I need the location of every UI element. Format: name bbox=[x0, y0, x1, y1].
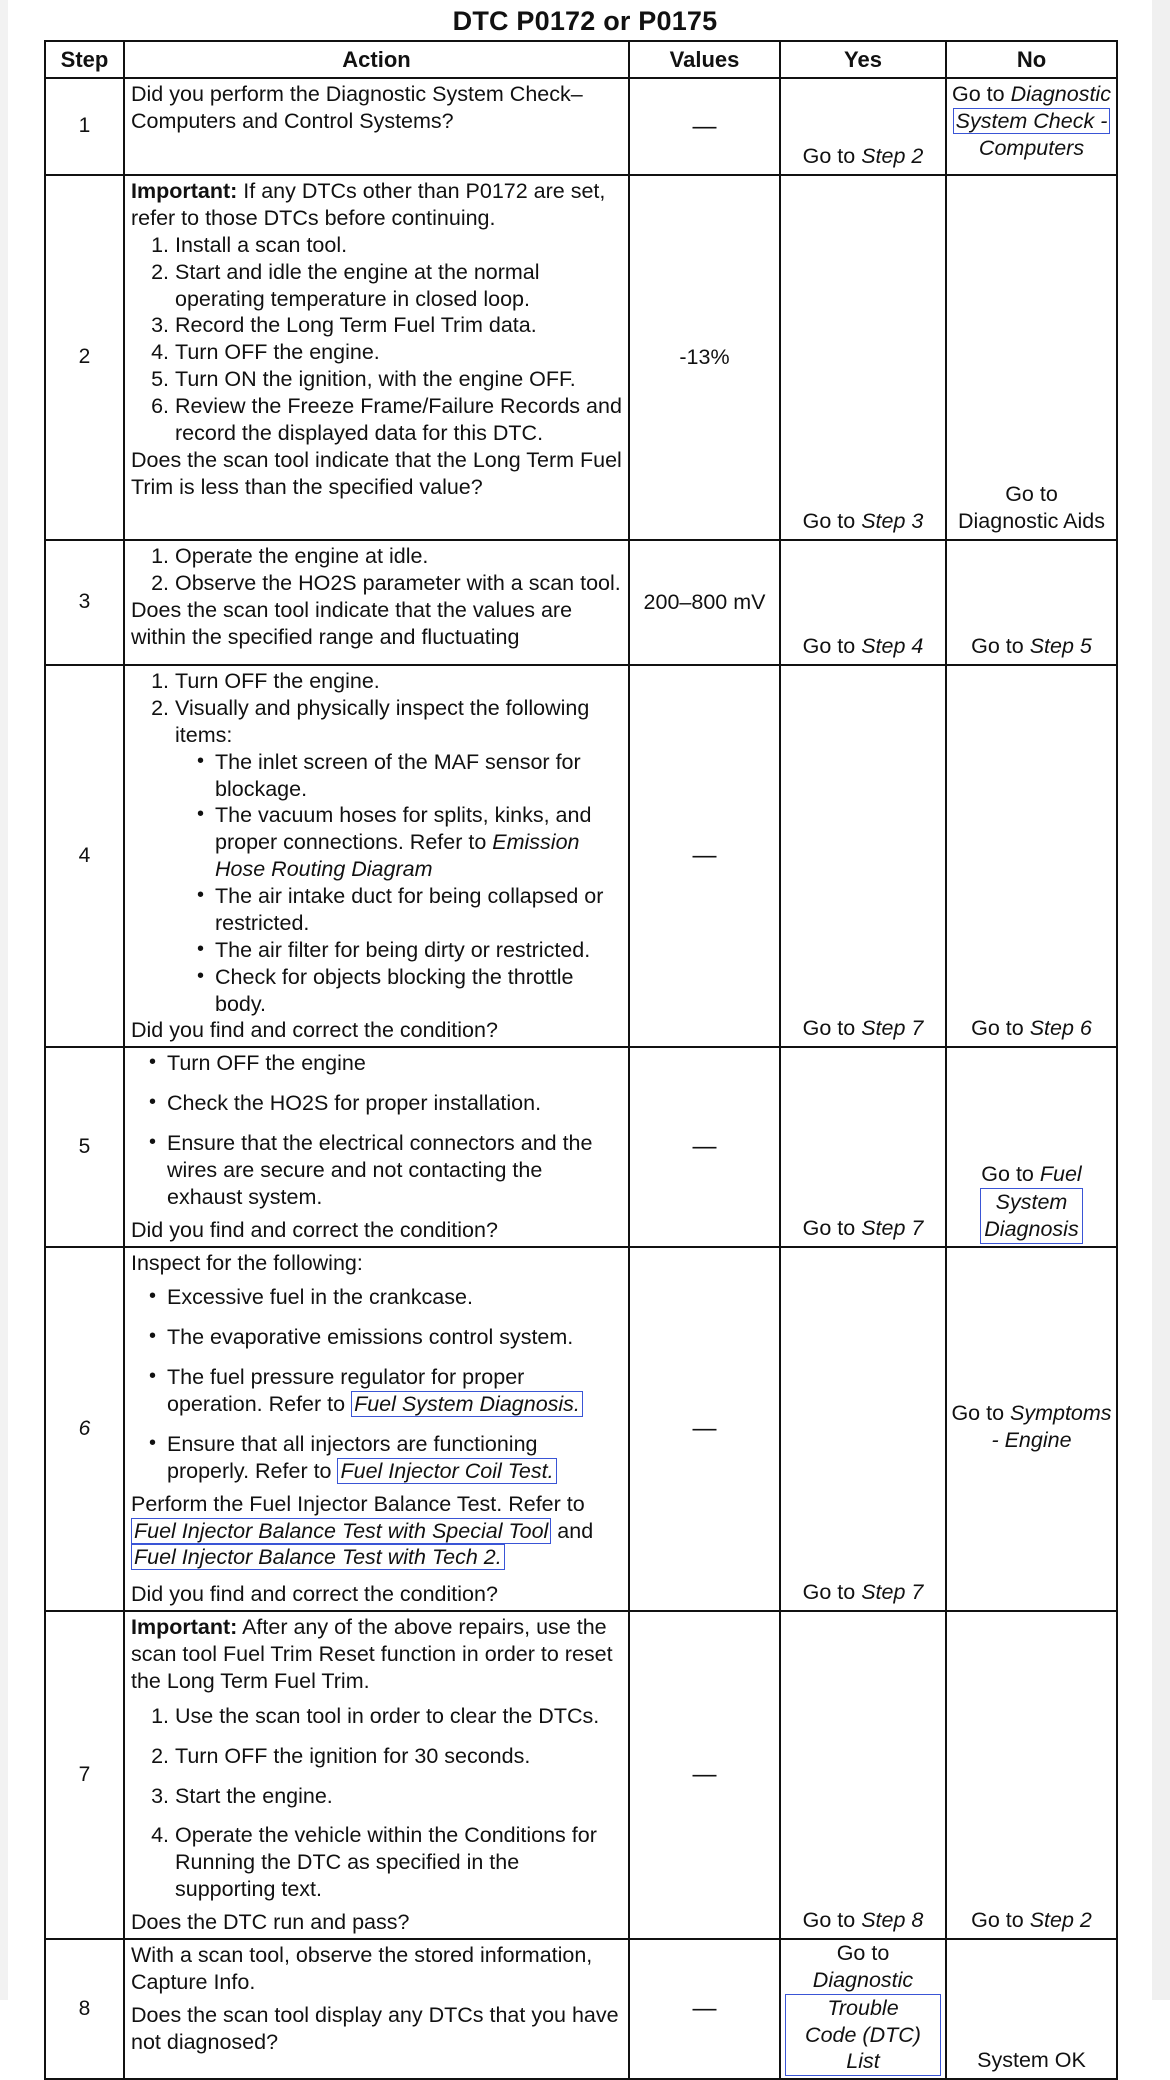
header-step: Step bbox=[45, 41, 124, 78]
value-cell: — bbox=[629, 1611, 780, 1939]
step-number: 8 bbox=[45, 1939, 124, 2079]
action-question: Does the DTC run and pass? bbox=[131, 1910, 410, 1934]
table-row-step-5 bbox=[45, 1047, 1117, 1246]
yes-cell[interactable] bbox=[780, 540, 946, 665]
yes-link-box[interactable] bbox=[785, 1994, 941, 2077]
table-row-step-6 bbox=[45, 1247, 1117, 1612]
header-values: Values bbox=[629, 41, 780, 78]
list-item: 4. Operate the vehicle within the Conditions for Running the DTC as specified in the supporting text. bbox=[175, 1822, 622, 1903]
no-link[interactable]: Diagnostic Aids bbox=[958, 509, 1105, 534]
bullet-text: The fuel pressure regulator for proper operation. Refer to bbox=[167, 1365, 525, 1416]
step-number: 7 bbox=[45, 1611, 124, 1939]
inspection-bullets bbox=[175, 749, 622, 1018]
bullet-text: The vacuum hoses for splits, kinks, and proper connections. Refer to bbox=[215, 803, 592, 855]
no-cell[interactable] bbox=[946, 540, 1117, 665]
action-text: With a scan tool, observe the stored information, Capture Info. bbox=[131, 1942, 593, 1994]
no-cell[interactable] bbox=[946, 1047, 1117, 1246]
list-item: 2. Observe the HO2S parameter with a scan tool. bbox=[175, 570, 622, 597]
no-cell[interactable] bbox=[946, 1611, 1117, 1939]
no-prefix: Go to bbox=[971, 634, 1030, 659]
step-number: 3 bbox=[45, 540, 124, 665]
table-row-step-8 bbox=[45, 1939, 1117, 2079]
yes-link[interactable]: Step 8 bbox=[861, 1908, 924, 1932]
bullet-item bbox=[167, 1431, 622, 1485]
step-number: 2 bbox=[45, 175, 124, 540]
action-question: Did you find and correct the condition? bbox=[131, 1018, 498, 1043]
procedure-list bbox=[131, 232, 622, 447]
value-cell: — bbox=[629, 1047, 780, 1246]
list-item: 3. Start the engine. bbox=[175, 1783, 622, 1810]
no-prefix: Go to bbox=[971, 1016, 1030, 1041]
para-text: Perform the Fuel Injector Balance Test. Refer to bbox=[131, 1491, 585, 1516]
yes-cell[interactable] bbox=[780, 1247, 946, 1612]
list-item bbox=[175, 695, 622, 1018]
list-item: 1. Install a scan tool. bbox=[175, 232, 622, 259]
important-note bbox=[131, 178, 622, 232]
no-link[interactable]: Diagnostic bbox=[1010, 82, 1111, 106]
no-link-line2[interactable]: System bbox=[995, 1189, 1068, 1214]
list-item: 1. Operate the engine at idle. bbox=[175, 543, 622, 570]
no-cell[interactable] bbox=[946, 665, 1117, 1047]
bullet-item bbox=[215, 802, 622, 883]
no-prefix: Go to bbox=[952, 82, 1011, 106]
list-item: 1. Turn OFF the engine. bbox=[175, 668, 622, 695]
no-prefix: Go to bbox=[981, 1161, 1040, 1186]
yes-link[interactable]: Step 4 bbox=[861, 634, 924, 659]
step-number: 5 bbox=[45, 1047, 124, 1246]
bullet-item: • Turn OFF the engine bbox=[167, 1050, 622, 1077]
no-cell: System OK bbox=[946, 1939, 1117, 2079]
step-number: 1 bbox=[45, 78, 124, 175]
action-question: Does the scan tool indicate that the values are within the specified range and fluctuating bbox=[131, 597, 573, 649]
yes-prefix: Go to bbox=[802, 509, 862, 534]
action-cell bbox=[124, 540, 629, 665]
bullet-link[interactable]: Emission Hose Routing Diagram bbox=[215, 830, 580, 882]
no-cell[interactable] bbox=[946, 78, 1117, 175]
list-item: 2. Turn OFF the ignition for 30 seconds. bbox=[175, 1743, 622, 1770]
right-scroll-edge bbox=[1152, 0, 1170, 2000]
procedure-list bbox=[131, 1703, 622, 1903]
bullet-item bbox=[167, 1364, 622, 1418]
left-edge bbox=[0, 0, 8, 2000]
yes-prefix: Go to bbox=[802, 634, 862, 659]
list-item: 2. Start and idle the engine at the normal operating temperature in closed loop. bbox=[175, 259, 622, 313]
bullet-item: • The air intake duct for being collapsed or restricted. bbox=[215, 883, 622, 937]
yes-cell[interactable] bbox=[780, 175, 946, 540]
action-question: Did you find and correct the condition? bbox=[131, 1582, 498, 1607]
yes-cell[interactable] bbox=[780, 1611, 946, 1939]
list-item: 6. Review the Freeze Frame/Failure Records and record the displayed data for this DTC. bbox=[175, 393, 622, 447]
no-link-line2[interactable]: - Engine bbox=[991, 1427, 1072, 1452]
check-bullets bbox=[131, 1050, 622, 1210]
no-link[interactable]: Symptoms bbox=[1010, 1400, 1112, 1425]
header-row bbox=[45, 41, 1117, 78]
yes-link[interactable]: Step 7 bbox=[861, 1016, 924, 1041]
yes-prefix: Go to bbox=[802, 1016, 862, 1041]
value-cell: — bbox=[629, 78, 780, 175]
yes-link-line2[interactable]: Trouble bbox=[827, 1995, 899, 2020]
yes-prefix: Go to bbox=[802, 144, 862, 169]
no-link-line3[interactable]: Computers bbox=[978, 135, 1085, 160]
value-cell: -13% bbox=[629, 175, 780, 540]
list-item: 4. Turn OFF the engine. bbox=[175, 339, 622, 366]
yes-cell[interactable] bbox=[780, 1047, 946, 1246]
balance-test-paragraph bbox=[131, 1491, 622, 1572]
inspect-intro: Inspect for the following: bbox=[131, 1250, 363, 1275]
yes-link-line3[interactable]: Code (DTC) List bbox=[805, 2022, 921, 2074]
no-link[interactable]: Step 5 bbox=[1029, 634, 1092, 659]
bullet-text: Ensure that all injectors are functioning properly. Refer to bbox=[167, 1431, 538, 1483]
yes-prefix: Go to bbox=[802, 1215, 862, 1240]
yes-link[interactable]: Step 3 bbox=[861, 509, 924, 534]
yes-link[interactable]: Step 7 bbox=[861, 1215, 924, 1240]
list-item: 5. Turn ON the ignition, with the engine OFF. bbox=[175, 366, 622, 393]
bullet-item: • Excessive fuel in the crankcase. bbox=[167, 1284, 622, 1311]
yes-link[interactable]: Step 7 bbox=[861, 1580, 924, 1605]
table-row-step-2 bbox=[45, 175, 1117, 540]
action-cell bbox=[124, 1047, 629, 1246]
no-link[interactable]: Step 6 bbox=[1029, 1016, 1092, 1041]
yes-link[interactable]: Diagnostic bbox=[812, 1967, 914, 1992]
balance-test-tech2-link[interactable]: Fuel Injector Balance Test with Tech 2. bbox=[131, 1544, 505, 1570]
no-link[interactable]: Fuel bbox=[1039, 1161, 1082, 1186]
list-item: 1. Use the scan tool in order to clear the DTCs. bbox=[175, 1703, 622, 1730]
table-row-step-7 bbox=[45, 1611, 1117, 1939]
action-question: Did you perform the Diagnostic System Check– Computers and Control Systems? bbox=[131, 82, 583, 133]
action-question: Did you find and correct the condition? bbox=[131, 1217, 498, 1242]
value-cell: — bbox=[629, 665, 780, 1047]
step-number: 4 bbox=[45, 665, 124, 1047]
procedure-list bbox=[131, 543, 622, 597]
table-row-step-3 bbox=[45, 540, 1117, 665]
header-yes: Yes bbox=[780, 41, 946, 78]
value-cell: — bbox=[629, 1939, 780, 2079]
important-text: After any of the above repairs, use the scan tool Fuel Trim Reset function in order to reset the Long Term Fuel Trim. bbox=[131, 1615, 613, 1693]
page-title: DTC P0172 or P0175 bbox=[452, 6, 718, 36]
value-cell: 200–800 mV bbox=[629, 540, 780, 665]
yes-prefix: Go to bbox=[802, 1908, 862, 1932]
important-label: Important: bbox=[131, 179, 238, 203]
header-action: Action bbox=[124, 41, 629, 78]
bullet-item: • Ensure that the electrical connectors and the wires are secure and not contacting the exhaust system. bbox=[167, 1130, 622, 1211]
header-no: No bbox=[946, 41, 1117, 78]
diagnostic-table bbox=[44, 40, 1118, 2080]
no-link-box[interactable] bbox=[980, 1188, 1082, 1244]
action-cell bbox=[124, 665, 629, 1047]
yes-cell[interactable] bbox=[780, 78, 946, 175]
bullet-item: • Check the HO2S for proper installation. bbox=[167, 1090, 622, 1117]
no-link-line2[interactable]: System Check - bbox=[953, 108, 1111, 134]
bullet-item: • The inlet screen of the MAF sensor for blockage. bbox=[215, 749, 622, 803]
yes-prefix: Go to bbox=[836, 1940, 890, 1965]
list-item: 3. Record the Long Term Fuel Trim data. bbox=[175, 312, 622, 339]
table-row-step-1 bbox=[45, 78, 1117, 175]
table-row-step-4 bbox=[45, 665, 1117, 1047]
value-cell: — bbox=[629, 1247, 780, 1612]
procedure-list bbox=[131, 668, 622, 1017]
fuel-injector-coil-test-link[interactable]: Fuel Injector Coil Test. bbox=[337, 1458, 556, 1484]
no-cell[interactable] bbox=[946, 175, 1117, 540]
action-cell bbox=[124, 78, 629, 175]
no-prefix: Go to bbox=[951, 1400, 1010, 1425]
list-item-text: Visually and physically inspect the following items: bbox=[175, 695, 590, 747]
important-note bbox=[131, 1614, 622, 1695]
para-text: and bbox=[551, 1518, 594, 1543]
action-cell bbox=[124, 1247, 629, 1612]
action-cell bbox=[124, 1939, 629, 2079]
no-link[interactable]: Step 2 bbox=[1029, 1908, 1092, 1932]
bullet-item: • The evaporative emissions control system. bbox=[167, 1324, 622, 1351]
important-text: If any DTCs other than P0172 are set, refer to those DTCs before continuing. bbox=[131, 179, 606, 230]
step-number: 6 bbox=[45, 1247, 124, 1612]
no-link-line3[interactable]: Diagnosis bbox=[984, 1216, 1079, 1241]
action-question: Does the scan tool display any DTCs that you have not diagnosed? bbox=[131, 2002, 619, 2054]
bullet-item: • The air filter for being dirty or restricted. bbox=[215, 937, 622, 964]
important-label: Important: bbox=[131, 1615, 238, 1640]
balance-test-special-tool-link[interactable]: Fuel Injector Balance Test with Special Tool bbox=[131, 1518, 551, 1544]
yes-link[interactable]: Step 2 bbox=[861, 144, 924, 169]
no-line1: Go to bbox=[1005, 482, 1058, 507]
no-cell[interactable] bbox=[946, 1247, 1117, 1612]
inspect-bullets bbox=[131, 1284, 622, 1484]
yes-cell[interactable] bbox=[780, 665, 946, 1047]
no-prefix: Go to bbox=[971, 1908, 1030, 1932]
action-cell bbox=[124, 1611, 629, 1939]
action-question: Does the scan tool indicate that the Long Term Fuel Trim is less than the specified value? bbox=[131, 447, 622, 499]
fuel-system-diagnosis-link[interactable]: Fuel System Diagnosis. bbox=[351, 1391, 583, 1417]
yes-prefix: Go to bbox=[802, 1580, 862, 1605]
bullet-item: • Check for objects blocking the throttle body. bbox=[215, 964, 622, 1018]
yes-cell[interactable] bbox=[780, 1939, 946, 2079]
action-cell bbox=[124, 175, 629, 540]
